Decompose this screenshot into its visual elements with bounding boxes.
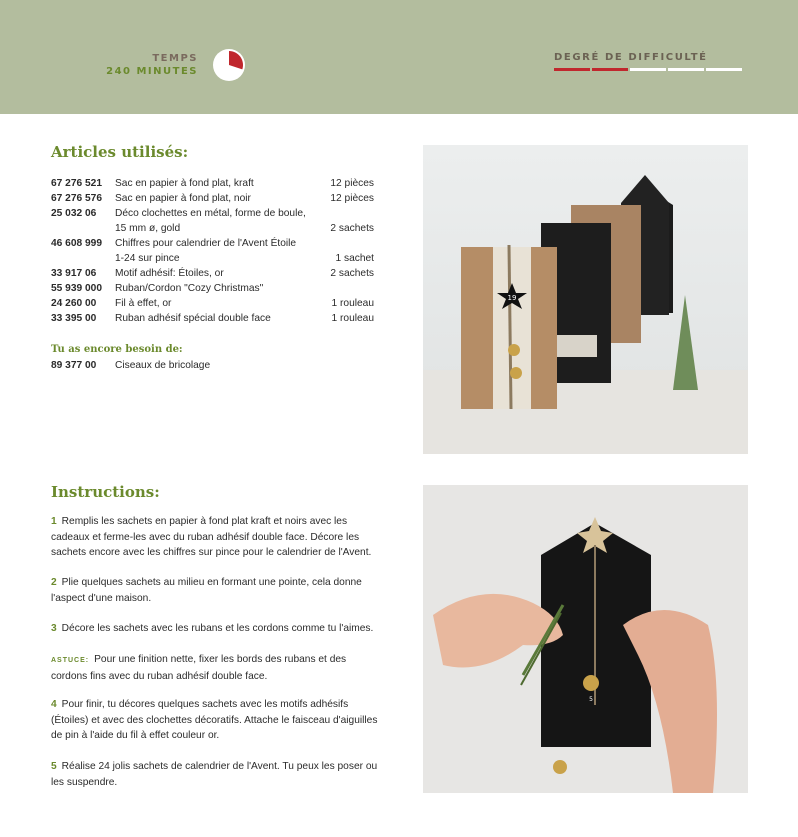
article-number: 89 377 00 <box>51 360 97 371</box>
article-description: Ruban/Cordon "Cozy Christmas" <box>115 283 264 294</box>
article-number: 33 395 00 <box>51 313 97 324</box>
article-row <box>51 191 374 206</box>
difficulty-bar <box>706 68 742 71</box>
article-number: 55 939 000 <box>51 283 102 294</box>
article-quantity: 12 pièces <box>330 178 374 189</box>
difficulty-label: DEGRÉ DE DIFFICULTÉ <box>554 52 708 63</box>
article-quantity: 1 sachet <box>335 253 374 264</box>
time-label: TEMPS <box>152 53 198 64</box>
instruction-step-2 <box>51 575 379 606</box>
instruction-step-5 <box>51 759 379 790</box>
article-description: 1-24 sur pince <box>115 253 180 264</box>
photo1-tag-number: 19 <box>507 294 517 302</box>
article-quantity <box>314 236 374 251</box>
instruction-tip <box>51 652 379 684</box>
extra-list <box>51 358 374 373</box>
instruction-step-4 <box>51 697 379 744</box>
article-row <box>51 251 374 266</box>
article-number: 67 276 521 <box>51 178 102 189</box>
instruction-step-1 <box>51 514 379 561</box>
tip-label: ASTUCE: <box>51 657 90 664</box>
article-row <box>51 176 374 191</box>
article-row <box>51 206 374 221</box>
article-description: Fil à effet, or <box>115 298 172 309</box>
articles-list <box>51 176 374 326</box>
article-description: Sac en papier à fond plat, noir <box>115 193 251 204</box>
article-number <box>51 251 115 266</box>
photo-decorating-bag <box>423 485 748 793</box>
article-description: Motif adhésif: Étoiles, or <box>115 268 224 279</box>
article-row <box>51 236 374 251</box>
step-text: Pour finir, tu décores quelques sachets avec les motifs adhésifs (Étoiles) et avec des clochettes décoratifs. Attache le faisceau d'aiguilles de pin à l'aide du fil à effet couleur or. <box>51 699 378 741</box>
photo2-tag-number: 5 <box>589 696 593 703</box>
article-quantity <box>314 206 374 221</box>
article-row <box>51 281 374 296</box>
article-number: 24 260 00 <box>51 298 97 309</box>
article-quantity: 2 sachets <box>330 268 374 279</box>
difficulty-bar <box>554 68 590 71</box>
time-value: 240 MINUTES <box>106 66 198 77</box>
step-number: 2 <box>51 577 57 588</box>
article-quantity: 2 sachets <box>330 223 374 234</box>
step-number: 1 <box>51 516 57 527</box>
article-description: 15 mm ø, gold <box>115 223 181 234</box>
difficulty-bar <box>668 68 704 71</box>
article-row <box>51 358 374 373</box>
instructions-title: Instructions: <box>51 483 160 501</box>
time-clock-icon <box>212 48 246 82</box>
article-description: Déco clochettes en métal, forme de boule, <box>115 208 306 219</box>
article-number: 67 276 576 <box>51 193 102 204</box>
time-block <box>80 52 198 78</box>
article-row <box>51 266 374 281</box>
difficulty-bar <box>592 68 628 71</box>
articles-title: Articles utilisés: <box>51 143 189 161</box>
article-number <box>51 221 115 236</box>
article-description: Chiffres pour calendrier de l'Avent Étoile <box>115 238 297 249</box>
step-text: Plie quelques sachets au milieu en formant une pointe, cela donne l'aspect d'une maison. <box>51 577 362 604</box>
step-text: Remplis les sachets en papier à fond plat kraft et noirs avec les cadeaux et ferme-les avec du ruban adhésif double face. Décore les sachets encore avec les chiffres sur pince pour le calendrier de l'Avent. <box>51 516 372 558</box>
article-row <box>51 296 374 311</box>
article-description: Sac en papier à fond plat, kraft <box>115 178 254 189</box>
article-quantity <box>314 281 374 296</box>
article-description: Ruban adhésif spécial double face <box>115 313 271 324</box>
difficulty-bars <box>554 68 742 71</box>
article-row <box>51 311 374 326</box>
instruction-step-3 <box>51 621 379 637</box>
tip-text: Pour une finition nette, fixer les bords des rubans et des cordons fins avec du ruban adhésif double face. <box>51 654 347 682</box>
article-number: 46 608 999 <box>51 238 102 249</box>
article-quantity: 1 rouleau <box>331 313 374 324</box>
photo-gift-bags <box>423 145 748 454</box>
article-quantity <box>314 358 374 373</box>
article-quantity: 1 rouleau <box>331 298 374 309</box>
step-text: Décore les sachets avec les rubans et les cordons comme tu l'aimes. <box>61 623 374 634</box>
article-number: 25 032 06 <box>51 208 97 219</box>
extra-title: Tu as encore besoin de: <box>51 344 183 355</box>
step-number: 3 <box>51 623 57 634</box>
step-number: 4 <box>51 699 57 710</box>
article-row <box>51 221 374 236</box>
article-description: Ciseaux de bricolage <box>115 360 211 371</box>
difficulty-bar <box>630 68 666 71</box>
step-number: 5 <box>51 761 57 772</box>
step-text: Réalise 24 jolis sachets de calendrier de l'Avent. Tu peux les poser ou les suspendre. <box>51 761 378 788</box>
article-quantity: 12 pièces <box>330 193 374 204</box>
header-band <box>0 0 798 114</box>
article-number: 33 917 06 <box>51 268 97 279</box>
